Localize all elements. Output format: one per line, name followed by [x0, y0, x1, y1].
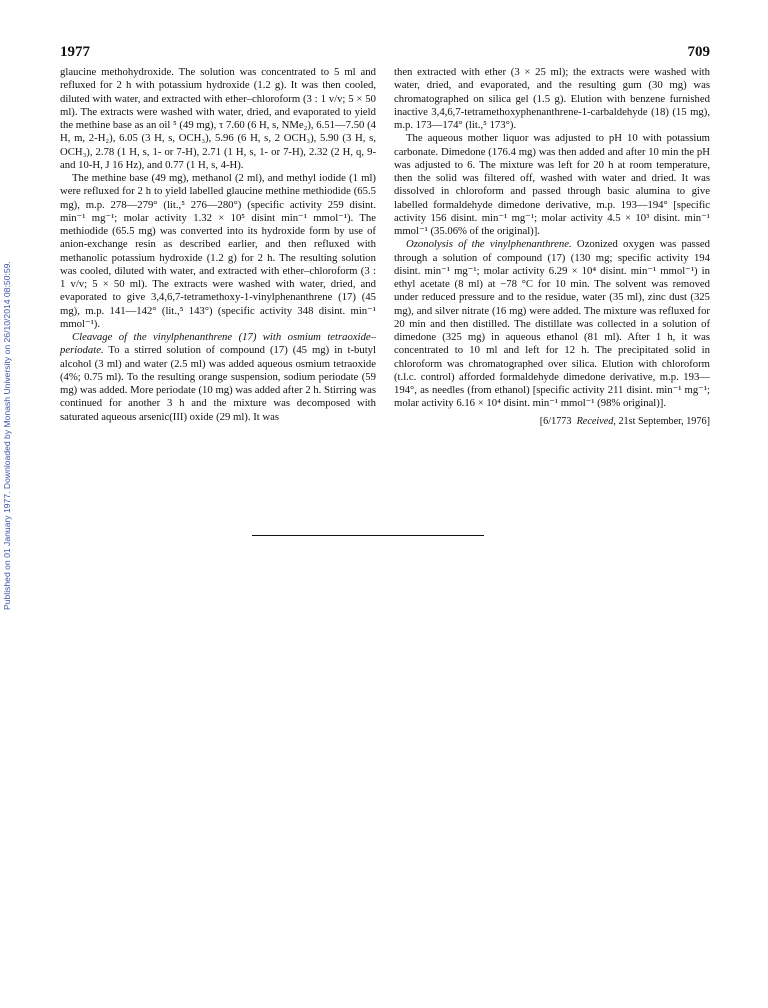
ozonolysis-text: Ozonized oxygen was passed through a solution of compound (17) (130 mg; specific activity 194 disint. min⁻¹ mg⁻¹; molar activity 6.29 × 10⁴ disint. min⁻¹ mmol⁻¹) in ethyl acetate (8 ml) at −78 °C for 10 min. The solvent was removed under reduced pressure and to the residue, water (35 ml), zinc dust (325 mg), and silver nitrate (16 mg) were added. The mixture was refluxed for 20 min and then distilled. The distillate was collected in a solution of dimedone (325 mg) in aqueous ethanol (81 ml). After 1 h, it was concentrated to 10 ml and left for 12 h. The precipitated solid in chloroform was chromatographed over silica. Elution with chloroform (t.l.c. control) afforded formaldehyde dimedone derivative, m.p. 193—194°, as needles (from ethanol) [specific activity 211 disint. min⁻¹ mg⁻¹; molar activity 6.16 × 10⁴ disint. min⁻¹ mmol⁻¹ (98% original)]. — [394, 238, 710, 410]
paragraph-extraction: then extracted with ether (3 × 25 ml); the extracts were washed with water, dried, and evaporated, and the resulting gum (30 mg) was chromatographed on silica gel (1.5 g). Elution with benzene furnished inactive 3,4,6,7-tetramethoxyphenanthrene-1-carbaldehyde (18) (15 mg), m.p. 173—174° (lit.,⁵ 173°). — [394, 66, 710, 131]
header-page-number: 709 — [687, 44, 710, 60]
paragraph-methine-base: glaucine methohydroxide. The solution was concentrated to 5 ml and refluxed for 2 h with potassium hydroxide (1.2 g). It was then cooled, diluted with water, and extracted with ether–chloroform (3 : 1 v/v; 5 × 50 ml). The extracts were washed with water, dried, and evaporated to yield the methine base as an oil ⁵ (49 mg), τ 7.60 (6 H, s, NMe₂), 6.51—7.50 (4 H, m, 2-H₂), 6.05 (3 H, s, OCH₃), 5.96 (6 H, s, 2 OCH₃), 5.90 (3 H, s, OCH₃), 2.78 (1 H, s, 1- or 7-H), 2.71 (1 H, s, 1- or 7-H), 2.32 (2 H, q, 9- and 10-H, J 16 Hz), and 0.77 (1 H, s, 4-H). — [60, 66, 376, 171]
end-rule — [252, 535, 484, 536]
right-column — [394, 66, 710, 428]
side-note-text: Published on 01 January 1977. Downloaded by Monash University on 26/10/2014 08:50:59. — [2, 261, 12, 610]
left-column — [60, 66, 376, 424]
header-year: 1977 — [60, 44, 90, 60]
paragraph-methiodide: The methine base (49 mg), methanol (2 ml), and methyl iodide (1 ml) were refluxed for 2 h to yield labelled glaucine methine methiodide (65.5 mg), m.p. 278—279° (lit.,⁵ 276—280°) (specific activity 259 disint. min⁻¹ mg⁻¹; molar activity 1.32 × 10⁵ disint min⁻¹ mmol⁻¹). The methiodide (65.5 mg) was converted into its hydroxide form by use of anion-exchange resin as described earlier, and then refluxed with methanolic potassium hydroxide (1.2 g) for 2 h. The resulting solution was cooled, diluted with water, and extracted with ether–chloroform (3 : 1 v/v; 5 × 50 ml). The extracts were washed with water, dried, and evaporated to give 3,4,6,7-tetramethoxy-1-vinylphenanthrene (17) (45 mg), m.p. 141—142° (lit.,⁵ 143°) (specific activity 348 disint. min⁻¹ mmol⁻¹). — [60, 172, 376, 330]
paragraph-mother-liquor: The aqueous mother liquor was adjusted to pH 10 with potassium carbonate. Dimedone (176.4 mg) was then added and after 10 min the pH was adjusted to 6. The mixture was left for 20 h at room temperature, then the solid was filtered off, washed with water and dried. It was dissolved in chloroform and passed through basic alumina to give labelled formaldehyde dimedone derivative, m.p. 193—194° [specific activity 156 disint. min⁻¹ mg⁻¹; molar activity 4.5 × 10³ disint. min⁻¹ mmol⁻¹ (35.06% of the original)]. — [394, 132, 710, 237]
cleavage-heading: Cleavage of the vinylphenanthrene (17) with osmium tetraoxide–periodate. — [60, 331, 376, 357]
received-date: 21st September, 1976] — [618, 415, 710, 427]
paragraph-ozonolysis — [394, 238, 710, 410]
ozonolysis-heading: Ozonolysis of the vinylphenanthrene. — [406, 238, 572, 251]
cleavage-text: To a stirred solution of compound (17) (45 mg) in t-butyl alcohol (3 ml) and water (2.5 ml) was added aqueous osmium tetraoxide (4%; 0.75 ml). To the resulting orange suspension, sodium periodate (59 mg) was added. More periodate (10 mg) was added after 2 h. Stirring was continued for another 3 h and the mixture was decomposed with saturated aqueous arsenic(III) oxide (29 ml). It was — [60, 344, 376, 423]
received-label: Received, — [576, 415, 616, 427]
received-note — [394, 415, 710, 428]
received-ref: [6/1773 — [539, 415, 572, 427]
paragraph-cleavage — [60, 331, 376, 424]
publication-side-note — [0, 0, 20, 640]
